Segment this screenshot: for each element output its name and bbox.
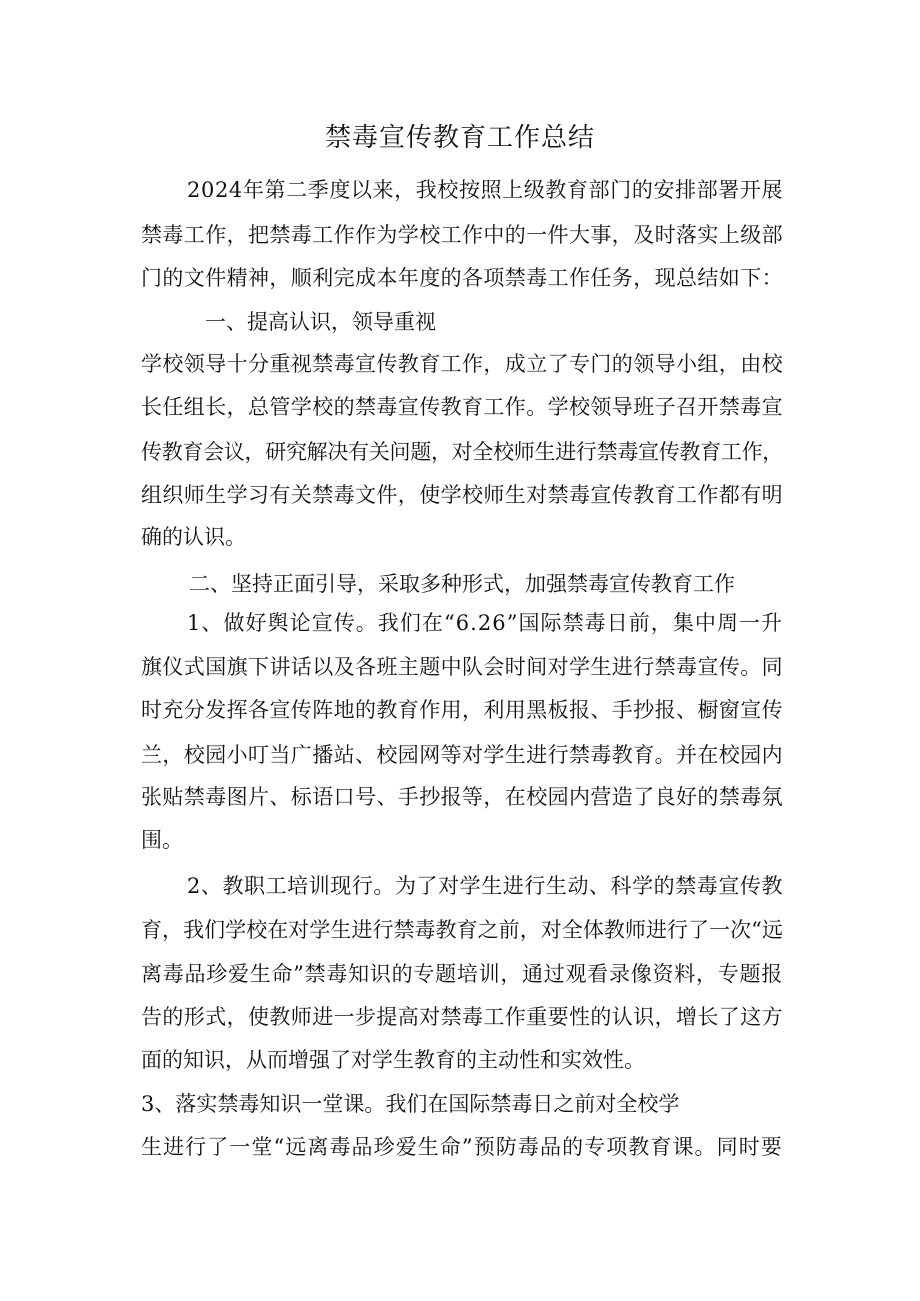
body-line: 传教育会议，研究解决有关问题，对全校师生进行禁毒宣传教育工作， <box>141 440 784 464</box>
body-line: 长任组长，总管学校的禁毒宣传教育工作。学校领导班子召开禁毒宣 <box>141 395 783 419</box>
body-line: 生进行了一堂“远离毒品珍爱生命”预防毒品的专项教育课。同时要 <box>141 1135 783 1159</box>
body-line: 育，我们学校在对学生进行禁毒教育之前，对全体教师进行了一次“远 <box>141 918 783 942</box>
body-line: 1、做好舆论宣传。我们在“6.26”国际禁毒日前，集中周一升 <box>187 611 784 635</box>
body-line: 兰，校园小叮当广播站、校园网等对学生进行禁毒教育。并在校园内 <box>141 743 783 767</box>
body-line: 禁毒工作，把禁毒工作作为学校工作中的一件大事，及时落实上级部 <box>141 223 783 247</box>
body-line: 面的知识，从而增强了对学生教育的主动性和实效性。 <box>141 1048 645 1072</box>
body-line: 张贴禁毒图片、标语口号、手抄报等，在校园内营造了良好的禁毒氛 <box>141 785 783 809</box>
body-line: 门的文件精神，顺利完成本年度的各项禁毒工作任务，现总结如下： <box>141 266 783 290</box>
body-line: 2、教职工培训现行。为了对学生进行生动、科学的禁毒宣传教 <box>187 874 784 898</box>
body-line: 组织师生学习有关禁毒文件，使学校师生对禁毒宣传教育工作都有明 <box>141 483 783 507</box>
section-heading: 二、坚持正面引导，采取多种形式，加强禁毒宣传教育工作 <box>189 572 735 596</box>
body-line: 2024年第二季度以来，我校按照上级教育部门的安排部署开展 <box>187 178 784 202</box>
body-line: 时充分发挥各宣传阵地的教育作用，利用黑板报、手抄报、橱窗宣传 <box>141 698 783 722</box>
body-line: 确的认识。 <box>141 525 246 549</box>
body-line: 旗仪式国旗下讲话以及各班主题中队会时间对学生进行禁毒宣传。同 <box>141 655 783 679</box>
body-line: 离毒品珍爱生命”禁毒知识的专题培训，通过观看录像资料，专题报 <box>141 962 783 986</box>
body-line: 学校领导十分重视禁毒宣传教育工作，成立了专门的领导小组，由校 <box>141 352 783 376</box>
body-line: 3、落实禁毒知识一堂课。我们在国际禁毒日之前对全校学 <box>141 1092 680 1116</box>
body-line: 告的形式，使教师进一步提高对禁毒工作重要性的认识，增长了这方 <box>141 1005 783 1029</box>
document-title: 禁毒宣传教育工作总结 <box>324 123 595 153</box>
body-line: 围。 <box>141 828 183 852</box>
section-heading: 一、提高认识，领导重视 <box>205 310 436 334</box>
